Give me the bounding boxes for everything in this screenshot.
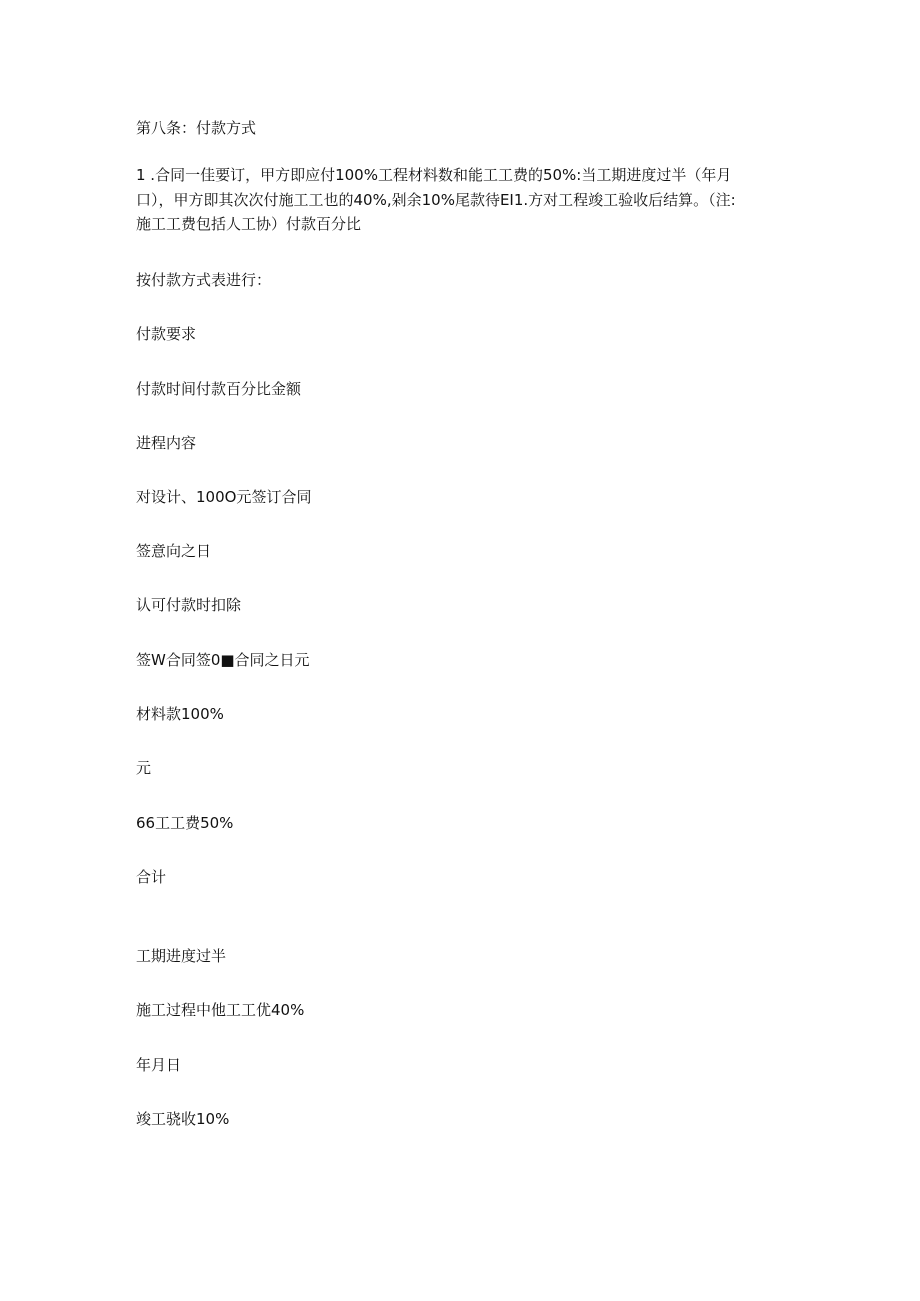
clause-1-line-3: 施工工费包括人工协）付款百分比 (136, 215, 362, 233)
table-row-completion: 竣工骁收10% (136, 1110, 230, 1128)
table-header-requirement: 付款要求 (136, 325, 197, 343)
table-row-during-construction: 施工过程中他工工优40% (136, 1001, 305, 1019)
table-row-intent-date: 签意向之日 (136, 542, 212, 560)
table-header-progress: 进程内容 (136, 434, 197, 452)
table-row-sign-contract: 签W合同签0■合同之日元 (136, 651, 310, 669)
table-row-yuan: 元 (136, 759, 152, 777)
table-row-labor-fee: 66工工费50% (136, 814, 234, 832)
clause-1-line-1: 1 .合同一佳要订，甲方即应付100%工程材料数和能工工费的50%:当工期进度过半（年月 (136, 166, 732, 184)
table-row-deduct: 认可付款时扣除 (136, 596, 242, 614)
table-row-date: 年月日 (136, 1056, 182, 1074)
table-row-design: 对设计、100O元签订合同 (136, 488, 312, 506)
table-row-total: 合计 (136, 868, 167, 886)
table-row-materials: 材料款100% (136, 705, 224, 723)
table-header-columns: 付款时间付款百分比金额 (136, 380, 302, 398)
table-row-halfway: 工期进度过半 (136, 947, 227, 965)
clause-1-line-2: 口），甲方即其次次付施工工也的40%,剁余10%尾款待EI1.方对工程竣工验收后结算。（注: (136, 190, 736, 209)
article-heading: 第八条：付款方式 (136, 119, 257, 137)
clause-1-paragraph (136, 163, 776, 237)
payment-table-intro: 按付款方式表进行： (136, 271, 272, 289)
